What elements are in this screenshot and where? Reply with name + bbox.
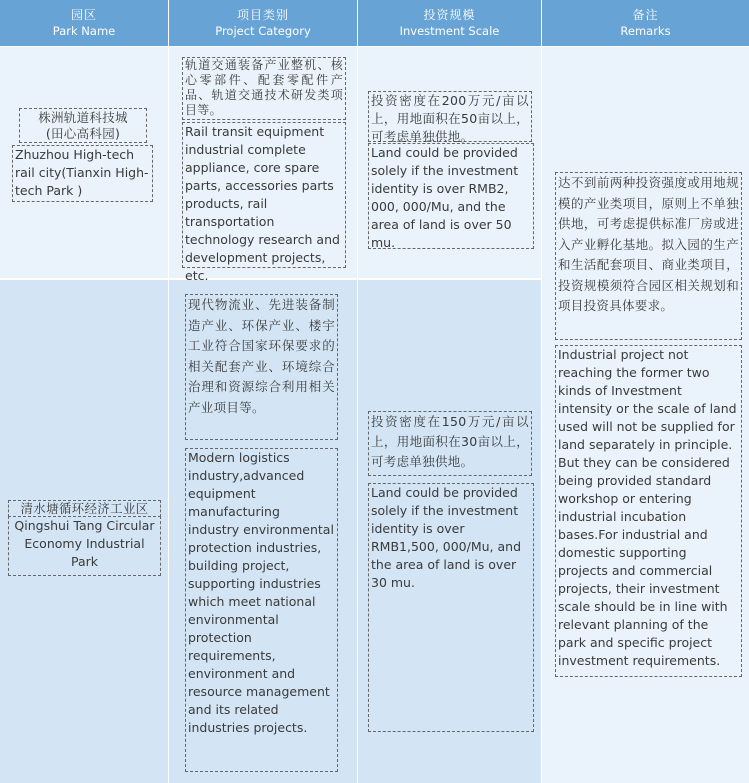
investment-scale-en: Land could be provided solely if the investment identity is over RMB1,500, 000/Mu, and the area of land is over 30 mu. <box>368 483 534 732</box>
investment-scale-cn: 投资密度在150万元/亩以上，用地面积在30亩以上，可考虑单独供地。 <box>368 411 532 476</box>
row-divider <box>0 46 749 47</box>
row-divider <box>0 278 541 280</box>
project-category-cn: 轨道交通装备产业整机、核心零部件、配套零配件产品、轨道交通技术研发类项目等。 <box>182 57 346 120</box>
table-header <box>0 0 749 46</box>
remarks-cn: 达不到前两种投资强度或用地规模的产业类项目，原则上不单独供地，可考虑提供标准厂房或进入产业孵化基地。拟入园的生产和生活配套项目、商业类项目，投资规模须符合园区相关规划和项目投资具体要求。 <box>555 172 742 340</box>
park-name-en: Zhuzhou High-tech rail city(Tianxin High-tech Park ) <box>12 145 153 202</box>
header-project-category: 项目类别 Project Category <box>215 8 311 38</box>
column-divider <box>168 0 169 783</box>
project-category-en: Rail transit equipment industrial complete appliance, core spare parts, accessories parts products, rail transportation technology research and development projects, etc. <box>182 122 346 268</box>
header-investment-scale: 投资规模 Investment Scale <box>399 8 500 38</box>
column-divider <box>357 0 358 783</box>
project-category-cn: 现代物流业、先进装备制造产业、环保产业、楼宇工业符合国家环保要求的相关配套产业、环境综合治理和资源综合利用相关产业项目等。 <box>185 294 338 440</box>
park-name-cn: 株洲轨道科技城 (田心高科园) <box>19 108 147 143</box>
investment-scale-cn: 投资密度在200万元/亩以上，用地面积在50亩以上，可考虑单独供地。 <box>368 91 532 142</box>
project-category-en: Modern logistics industry,advanced equipment manufacturing industry environmental protection industries, building project, supporting industries which meet national environmental protection requirements, environment and resource management and its related industries projects. <box>185 448 338 772</box>
park-name-cn: 清水塘循环经济工业区 <box>8 500 161 517</box>
investment-scale-en: Land could be provided solely if the investment identity is over RMB2, 000, 000/Mu, and the area of land is over 50 mu. <box>368 143 534 249</box>
remarks-en: Industrial project not reaching the former two kinds of Investment intensity or the scale of land used will not be supplied for land separately in principle. But they can be considered being provided standard workshop or entering industrial incubation bases.For industrial and domestic supporting projects and commercial projects, their investment scale should be in line with relevant planning of the park and specific project investment requirements. <box>555 345 742 677</box>
header-park-name: 园区 Park Name <box>52 8 116 38</box>
header-remarks: 备注 Remarks <box>620 8 671 38</box>
column-divider <box>541 0 542 783</box>
park-name-en: Qingshui Tang Circular Economy Industrial Park <box>8 516 161 576</box>
